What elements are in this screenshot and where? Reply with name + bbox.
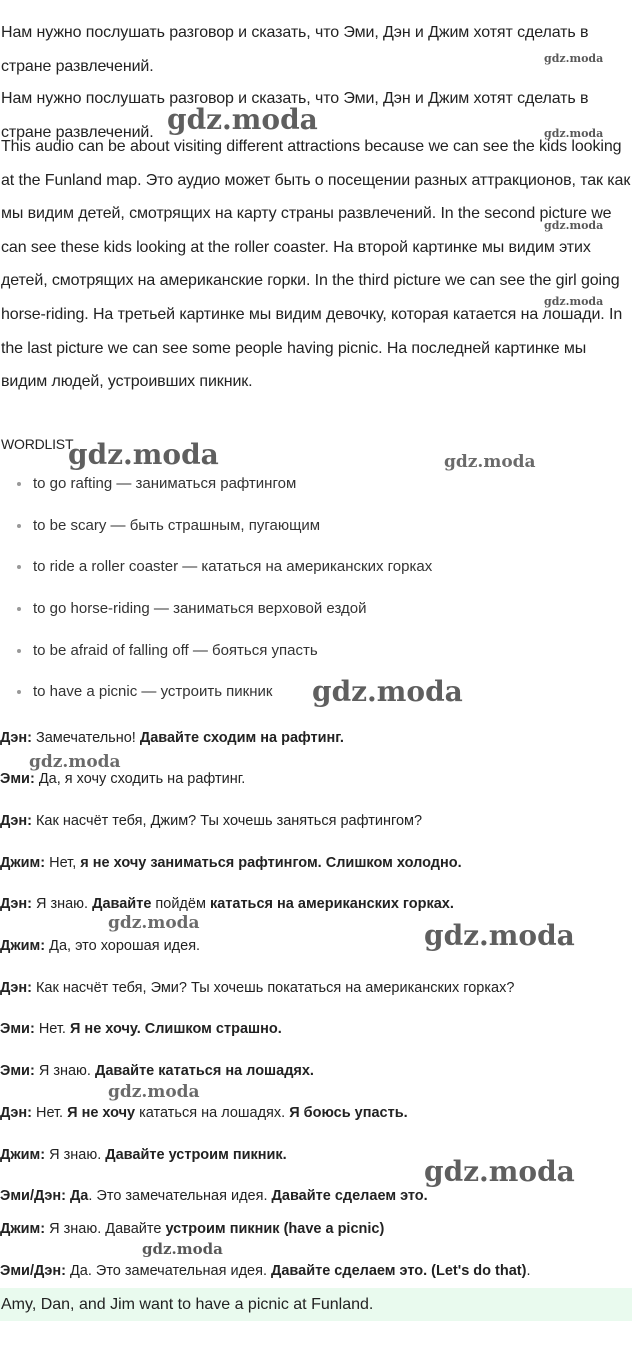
wordlist-title: WORDLIST (1, 436, 74, 452)
dialog-line (0, 855, 632, 871)
bullet-icon (17, 607, 21, 611)
bullet-icon (17, 565, 21, 569)
dialog-speaker: Дэн: (0, 896, 32, 912)
dialog-speaker: Эми/Дэн: (0, 1263, 66, 1279)
watermark-logo: gdz.moda (544, 295, 604, 308)
dialog-text: Давайте сходим на рафтинг. (139, 730, 344, 746)
dialog-text: Да. Это замечательная идея. (65, 1263, 272, 1279)
dialog-line (0, 1063, 632, 1079)
dialog-speaker: Эми/Дэн: (0, 1188, 66, 1204)
dialog-line (0, 730, 632, 746)
dialog-text: Да, я хочу сходить на рафтинг. (34, 771, 246, 787)
dialog-line (0, 813, 632, 829)
dialog-text: Я знаю. (31, 896, 93, 912)
dialog-text: Я знаю. Давайте (45, 1221, 166, 1237)
dialog-speaker: Эми: (0, 1063, 35, 1079)
dialog-line (0, 980, 632, 996)
dialog-speaker: Дэн: (0, 980, 32, 996)
dialog-text: . (526, 1263, 531, 1279)
watermark-logo: gdz.moda (108, 913, 200, 933)
dialog-line (0, 1021, 632, 1037)
wordlist-item: to go rafting — заниматься рафтингом (0, 474, 632, 516)
dialog-text: кататься на лошадях. (135, 1105, 290, 1121)
dialog-text: Нет. (34, 1021, 70, 1037)
intro-paragraph-2: Нам нужно послушать разговор и сказать, что Эми, Дэн и Джим хотят сделать в стране развлечений. (1, 90, 589, 141)
wordlist-item: to ride a roller coaster — кататься на американских горках (0, 557, 632, 599)
bullet-icon (17, 690, 21, 694)
dialog-text: Давайте (92, 896, 152, 912)
wordlist-item: to be scary — быть страшным, пугающим (0, 516, 632, 558)
intro-paragraph-1: Нам нужно послушать разговор и сказать, что Эми, Дэн и Джим хотят сделать в стране развлечений. (1, 24, 589, 75)
dialog-text: Давайте сделаем это. (271, 1188, 428, 1204)
dialog-text: Как насчёт тебя, Джим? Ты хочешь заняться рафтингом? (31, 813, 423, 829)
dialog-speaker: Дэн: (0, 730, 32, 746)
dialog-speaker: Джим: (0, 938, 46, 954)
watermark-logo: gdz.moda (424, 919, 575, 952)
dialog-text: Давайте сделаем это. (Let's do that) (271, 1263, 527, 1279)
watermark-logo: gdz.moda (68, 438, 219, 471)
dialog-text: Да, это хорошая идея. (45, 938, 201, 954)
watermark-logo: gdz.moda (544, 219, 604, 232)
dialog-text: я не хочу заниматься рафтингом. Слишком холодно. (80, 855, 462, 871)
dialog-text: Я знаю. (45, 1147, 106, 1163)
watermark-logo: gdz.moda (167, 103, 318, 136)
watermark-logo: gdz.moda (544, 127, 604, 140)
dialog-text: Давайте устроим пикник. (105, 1147, 287, 1163)
dialog-text: Как насчёт тебя, Эми? Ты хочешь покататься на американских горках? (31, 980, 515, 996)
dialog-speaker: Дэн: (0, 1105, 32, 1121)
watermark-logo: gdz.moda (544, 52, 604, 65)
watermark-logo: gdz.moda (142, 1240, 223, 1258)
dialog-speaker: Джим: (0, 1221, 46, 1237)
watermark-logo: gdz.moda (29, 752, 121, 772)
dialog-text: Я не хочу (67, 1105, 136, 1121)
dialog-text: Да (65, 1188, 89, 1204)
dialog-text: Я боюсь упасть. (289, 1105, 408, 1121)
dialog-text: устроим пикник (have a picnic) (165, 1221, 385, 1237)
dialog-text: пойдём (151, 896, 210, 912)
dialog-line (0, 771, 632, 787)
dialog-text: Нет, (45, 855, 81, 871)
dialog-text: Замечательно! (31, 730, 140, 746)
wordlist-item: to go horse-riding — заниматься верховой ездой (0, 599, 632, 641)
dialog-line (0, 1188, 632, 1204)
answer-box (0, 1288, 632, 1321)
dialog-line (0, 1105, 632, 1121)
dialog-line (0, 1263, 632, 1279)
watermark-logo: gdz.moda (444, 452, 536, 472)
wordlist-item: to have a picnic — устроить пикник (0, 682, 632, 724)
dialog-speaker: Эми: (0, 1021, 35, 1037)
dialog-text: Нет. (31, 1105, 68, 1121)
dialog-text: кататься на американских горках. (209, 896, 454, 912)
intro-paragraph-3: This audio can be about visiting different attractions because we can see the kids looking at the Funland map. Это аудио может быть о посещении разных аттракционов, так как мы видим детей, смотрящих на карту страны развлечений. In the second picture we can see these kids looking at the roller coaster. На второй картинке мы видим этих детей, смотрящих на американские горки. In the third picture we can see the girl going horse-riding. На третьей картинке мы видим девочку, которая катается на лошади. In the last picture we can see some people having picnic. На последней картинке мы видим людей, устроивших пикник. (1, 138, 631, 391)
wordlist-item: to be afraid of falling off — бояться упасть (0, 641, 632, 683)
bullet-icon (17, 649, 21, 653)
dialog-speaker: Джим: (0, 855, 46, 871)
dialog-text: . Это замечательная идея. (88, 1188, 272, 1204)
dialog-speaker: Дэн: (0, 813, 32, 829)
bullet-icon (17, 524, 21, 528)
dialog-speaker: Джим: (0, 1147, 46, 1163)
dialog-speaker: Эми: (0, 771, 35, 787)
watermark-logo: gdz.moda (312, 675, 463, 708)
answer-text: Amy, Dan, and Jim want to have a picnic at Funland. (1, 1296, 374, 1313)
dialog-text: Давайте кататься на лошадях. (94, 1063, 314, 1079)
watermark-logo: gdz.moda (108, 1082, 200, 1102)
dialog-text: Я не хочу. Слишком страшно. (69, 1021, 282, 1037)
bullet-icon (17, 482, 21, 486)
dialog-line (0, 896, 632, 912)
dialog-line (0, 1221, 632, 1237)
dialog-text: Я знаю. (34, 1063, 95, 1079)
watermark-logo: gdz.moda (424, 1155, 575, 1188)
